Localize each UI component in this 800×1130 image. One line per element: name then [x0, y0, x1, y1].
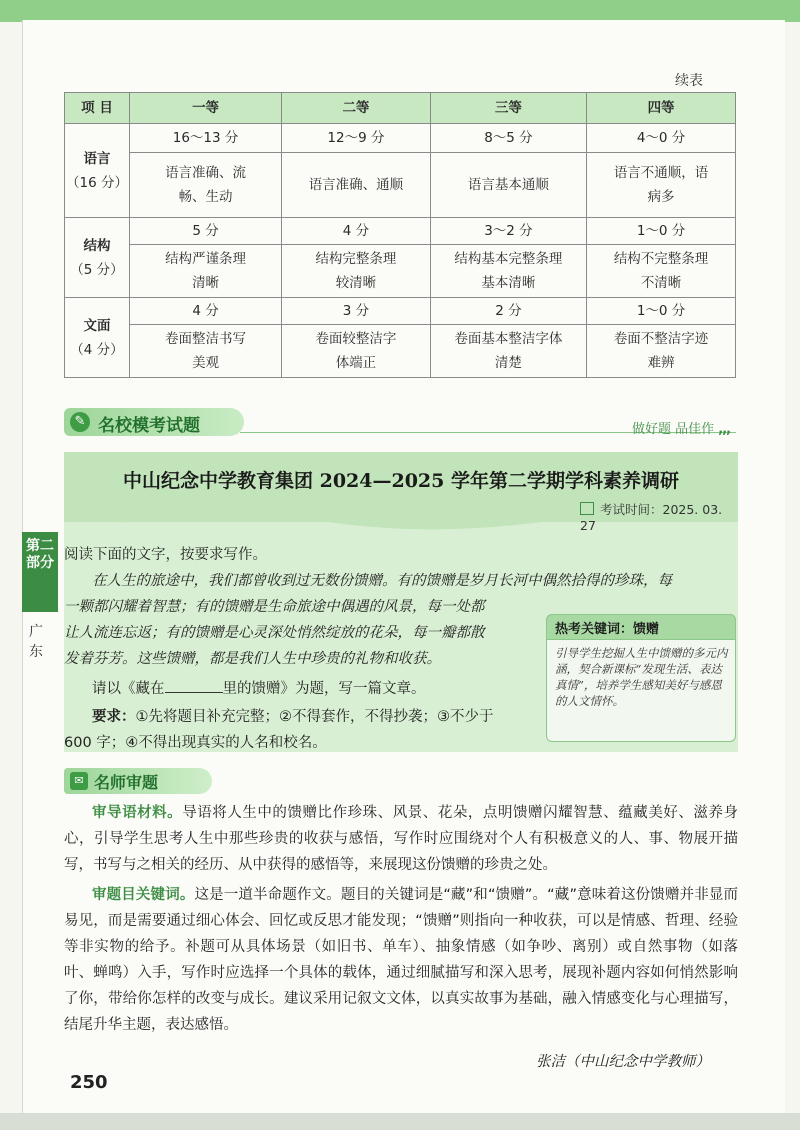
section-banner: [64, 408, 244, 436]
table-header-grade3: 三等: [430, 93, 586, 124]
desc-cell: 语言准确、通顺: [282, 153, 431, 218]
score-cell: 8～5 分: [430, 124, 586, 153]
continued-label: 续表: [675, 73, 703, 89]
keyword-box: [546, 614, 736, 742]
exam-title: 中山纪念中学教育集团 2024—2025 学年第二学期学科素养调研: [123, 470, 679, 492]
category-cell: [65, 218, 130, 298]
keyword-title: 热考关键词：馈赠: [555, 622, 660, 637]
score-cell: 1～0 分: [587, 218, 736, 245]
requirements-text: ①先将题目补充完整；②不得套作，不得抄袭；③不少于: [135, 709, 494, 725]
prompt-end: 里的馈赠》为题，写一篇文章。: [222, 681, 426, 697]
teacher-banner: [64, 768, 212, 794]
table-row: [65, 218, 736, 245]
score-cell: 4～0 分: [587, 124, 736, 153]
table-header-grade2: 二等: [282, 93, 431, 124]
desc-cell: 卷面基本整洁字体清楚: [430, 325, 586, 378]
prompt-start: 请以《藏在: [92, 681, 165, 697]
page-number: 250: [70, 1072, 108, 1093]
score-cell: 12～9 分: [282, 124, 431, 153]
score-cell: 5 分: [130, 218, 282, 245]
calendar-icon: [580, 502, 594, 515]
analysis-paragraph-2: [64, 882, 738, 1038]
exam-prompt: [92, 676, 426, 702]
table-header-item: 项 目: [65, 93, 130, 124]
keyword-text: 引导学生挖掘人生中馈赠的多元内涵，契合新课标“发现生活、表达真情”，培养学生感知美好与感恩的人文情怀。: [555, 646, 728, 708]
category-name: 结构: [83, 237, 111, 254]
teacher-title: 名师审题: [94, 773, 159, 792]
table-row: [65, 325, 736, 378]
desc-cell: 结构完整条理较清晰: [282, 245, 431, 298]
exam-intro: 阅读下面的文字，按要求写作。: [64, 547, 267, 563]
score-cell: 2 分: [430, 298, 586, 325]
top-band: [0, 0, 800, 22]
category-name: 文面: [83, 317, 111, 334]
exam-requirements-cont: 600 字；④不得出现真实的人名和校名。: [64, 735, 327, 751]
dots-icon: ,,,: [718, 422, 731, 437]
category-cell: [65, 124, 130, 218]
table-header-grade4: 四等: [587, 93, 736, 124]
category-points: （5 分）: [70, 261, 124, 278]
analysis-text-1: 导语将人生中的馈赠比作珍珠、风景、花朵，点明馈赠闪耀智慧、蕴藏美好、滋养身心，引导学生思考人生中那些珍贵的收获与感悟，写作时应围绕对个人有积极意义的人、事、物展开描写，书写与之相关的经历、从中获得的感悟等，来展现这份馈赠的珍贵之处。: [64, 805, 739, 873]
table-row: [65, 245, 736, 298]
exam-time: [580, 500, 738, 533]
desc-cell: 卷面整洁书写美观: [130, 325, 282, 378]
exam-para-line: 让人流连忘返；有的馈赠是心灵深处悄然绽放的花朵，每一瓣都散: [64, 625, 485, 641]
score-cell: 1～0 分: [587, 298, 736, 325]
exam-requirements: [92, 704, 494, 730]
desc-cell: 卷面不整洁字迹难辨: [587, 325, 736, 378]
category-cell: [65, 298, 130, 378]
table-row: [65, 153, 736, 218]
keyword-header: [546, 614, 736, 640]
analysis-lead-2: 审题目关键词。: [92, 887, 195, 903]
table-row: [65, 298, 736, 325]
chat-icon: ✉: [70, 772, 88, 790]
section-title: 名校模考试题: [98, 416, 200, 436]
title-blank: [165, 678, 223, 693]
requirements-label: 要求：: [92, 709, 136, 725]
teacher-signature: 张洁（中山纪念中学教师）: [536, 1054, 710, 1070]
score-cell: 4 分: [282, 218, 431, 245]
section-slogan: [632, 418, 730, 437]
desc-cell: 语言准确、流畅、生动: [130, 153, 282, 218]
analysis-text-2: 这是一道半命题作文。题目的关键词是“藏”和“馈赠”。“藏”意味着这份馈赠并非显而易见，而是需要通过细心体会、回忆或反思才能发现；“馈赠”则指向一种收获，可以是情感、哲理、经验等非实物的给予。补题可从具体场景（如旧书、单车）、抽象情感（如争吵、离别）或自然事物（如落叶、蝉鸣）入手，写作时应选择一个具体的载体，通过细腻描写和深入思考，展现补题内容如何悄然影响了你，带给你怎样的改变与成长。建议采用记叙文文体，以真实故事为基础，融入情感变化与心理描写，结尾升华主题，表达感悟。: [64, 887, 738, 1033]
exam-para-line: 一颗都闪耀着智慧；有的馈赠是生命旅途中偶遇的风景，每一处都: [64, 599, 485, 615]
category-points: （4 分）: [70, 341, 124, 358]
analysis-paragraph-1: [64, 800, 738, 878]
scoring-table: [64, 92, 736, 378]
score-cell: 3 分: [282, 298, 431, 325]
bottom-band: [0, 1113, 800, 1130]
table-header-row: [65, 93, 736, 124]
desc-cell: 卷面较整洁字体端正: [282, 325, 431, 378]
exam-para-line: 发着芬芳。这些馈赠，都是我们人生中珍贵的礼物和收获。: [64, 651, 441, 667]
table-header-grade1: 一等: [130, 93, 282, 124]
score-cell: 3～2 分: [430, 218, 586, 245]
desc-cell: 结构不完整条理不清晰: [587, 245, 736, 298]
desc-cell: 语言不通顺，语病多: [587, 153, 736, 218]
analysis-lead-1: 审导语材料。: [92, 805, 183, 821]
exam-para-line: 在人生的旅途中，我们都曾收到过无数份馈赠。有的馈赠是岁月长河中偶然拾得的珍珠，每: [92, 573, 672, 589]
side-region-label: 广东: [29, 624, 43, 660]
exam-time-text: 考试时间：2025. 03. 27: [580, 502, 723, 533]
desc-cell: 结构基本完整条理基本清晰: [430, 245, 586, 298]
pen-icon: ✎: [70, 412, 90, 432]
slogan-text: 做好题 品佳作: [632, 422, 715, 437]
score-cell: 16～13 分: [130, 124, 282, 153]
score-cell: 4 分: [130, 298, 282, 325]
side-section-tab: 第二部分: [22, 532, 58, 612]
desc-cell: 结构严谨条理清晰: [130, 245, 282, 298]
table-row: [65, 124, 736, 153]
category-name: 语言: [83, 150, 111, 167]
category-points: （16 分）: [66, 174, 128, 191]
desc-cell: 语言基本通顺: [430, 153, 586, 218]
